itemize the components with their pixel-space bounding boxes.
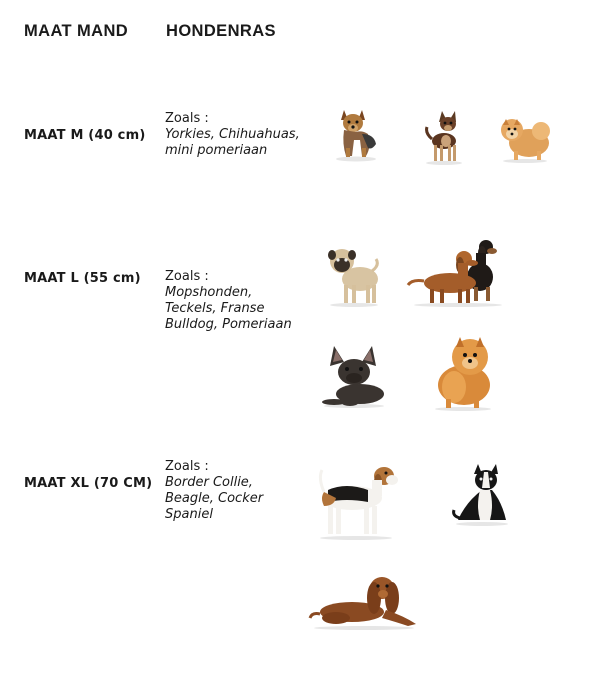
breed-intro-label: Zoals : [165, 111, 209, 126]
cocker-spaniel-photo [308, 566, 418, 630]
beagle-photo [316, 462, 400, 540]
pomeranian-large-photo [430, 333, 496, 411]
yorkshire-terrier-photo [332, 104, 380, 162]
french-bulldog-photo [320, 344, 388, 408]
chihuahua-photo [422, 109, 464, 165]
column-header-breed: HONDENRAS [166, 22, 276, 40]
size-label-m: MAAT M (40 cm) [24, 128, 146, 143]
breed-description-xl [165, 459, 305, 523]
breed-intro-label: Zoals : [165, 269, 209, 284]
breed-description-m [165, 111, 305, 159]
dachshunds-photo [406, 233, 506, 307]
border-collie-photo [452, 462, 508, 526]
size-label-xl: MAAT XL (70 CM) [24, 476, 153, 491]
column-header-size: MAAT MAND [24, 22, 129, 40]
breed-intro-label: Zoals : [165, 459, 209, 474]
size-label-l: MAAT L (55 cm) [24, 271, 141, 286]
breed-list: Yorkies, Chihuahuas, mini pomeriaan [165, 127, 300, 158]
pomeranian-photo [497, 113, 552, 163]
breed-list: Mopshonden, Teckels, Franse Bulldog, Pomeriaan [165, 285, 292, 332]
breed-description-l [165, 269, 305, 333]
breed-list: Border Collie, Beagle, Cocker Spaniel [165, 475, 264, 522]
pug-photo [326, 245, 382, 307]
